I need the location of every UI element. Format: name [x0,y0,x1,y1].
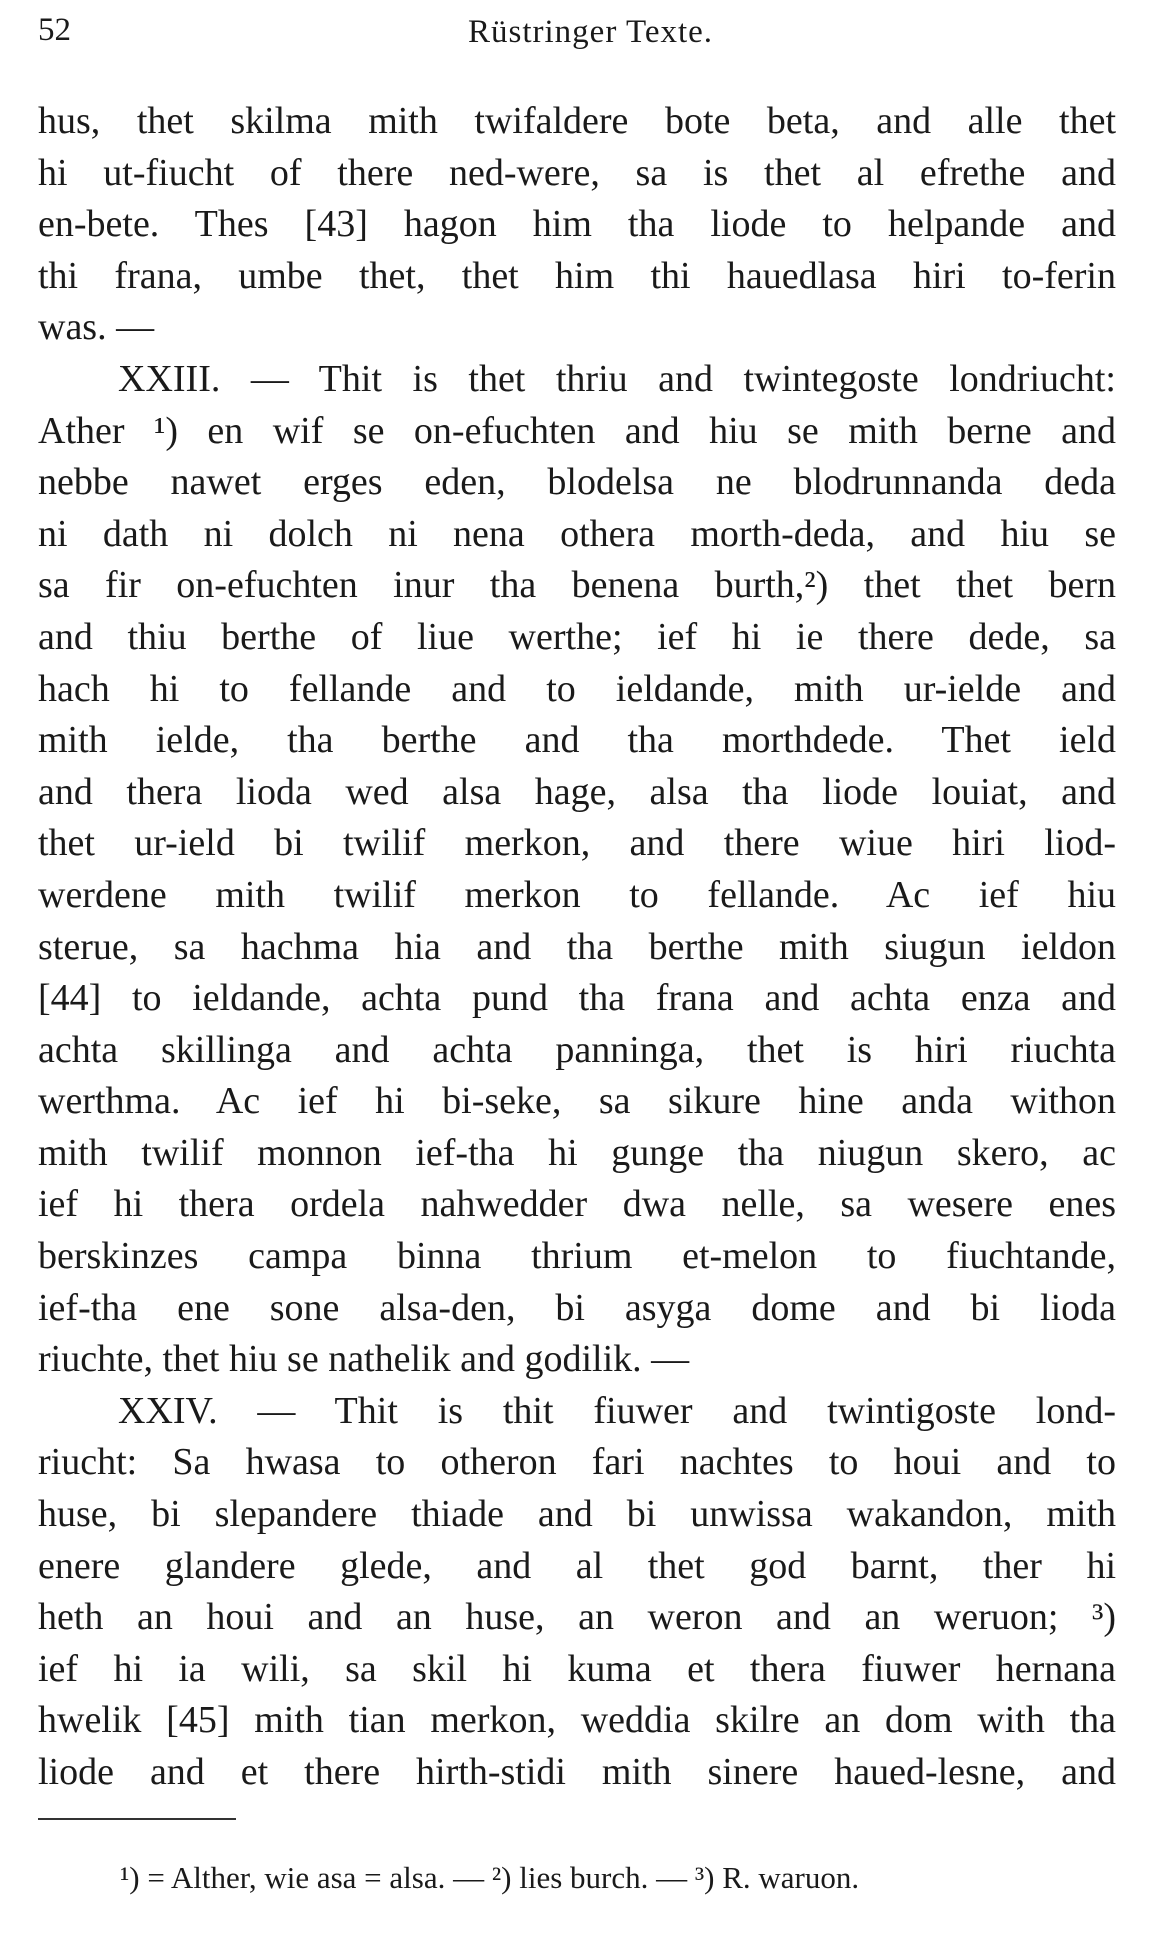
running-title: Rüstringer Texte. [468,14,714,50]
text-line: Ather ¹) en wif se on-efuchten and hiu se mith berne and [38,409,1116,452]
page-number: 52 [38,12,71,48]
text-line: ief hi ia wili, sa skil hi kuma et thera fiuwer hernana [38,1647,1116,1690]
text-line: hus, thet skilma mith twifaldere bote beta, and alle thet [38,100,1116,142]
text-line: mith ielde, tha berthe and tha morthdede. Thet ield [38,719,1116,762]
text-line: XXIII. — Thit is thet thriu and twintegoste londriucht: [118,357,1116,400]
text-line: hach hi to fellande and to ieldande, mith ur-ielde and [38,667,1116,710]
text-line: en-bete. Thes [43] hagon him tha liode to helpande and [38,203,1116,246]
text-line: [44] to ieldande, achta pund tha frana and achta enza and [38,977,1116,1020]
text-line: and thiu berthe of liue werthe; ief hi ie there dede, sa [38,615,1116,658]
text-line: werdene mith twilif merkon to fellande. Ac ief hiu [38,873,1116,916]
text-line: and thera lioda wed alsa hage, alsa tha liode louiat, and [38,770,1116,813]
footnote-rule [38,1818,236,1820]
text-line: mith twilif monnon ief-tha hi gunge tha niugun skero, ac [38,1131,1116,1174]
text-line: riucht: Sa hwasa to otheron fari nachtes to houi and to [38,1441,1116,1484]
text-line: ni dath ni dolch ni nena othera morth-deda, and hiu se [38,512,1116,555]
text-line: huse, bi slepandere thiade and bi unwissa wakandon, mith [38,1493,1116,1536]
text-line: was. — [38,306,155,349]
footnotes: ¹) = Alther, wie asa = alsa. — ²) lies burch. — ³) R. waruon. [120,1860,860,1895]
text-line: thet ur-ield bi twilif merkon, and there wiue hiri liod- [38,822,1116,865]
text-line: heth an houi and an huse, an weron and an weruon; ³) [38,1596,1116,1639]
text-line: nebbe nawet erges eden, blodelsa ne blodrunnanda deda [38,461,1116,504]
text-line: werthma. Ac ief hi bi-seke, sa sikure hine anda withon [38,1080,1116,1123]
text-line: hwelik [45] mith tian merkon, weddia skilre an dom with tha [38,1699,1116,1742]
text-line: ief-tha ene sone alsa-den, bi asyga dome and bi lioda [38,1286,1116,1329]
text-line: sterue, sa hachma hia and tha berthe mith siugun ieldon [38,925,1116,968]
text-line: ief hi thera ordela nahwedder dwa nelle, sa wesere enes [38,1183,1116,1226]
text-line: hi ut-fiucht of there ned-were, sa is thet al efrethe and [38,151,1116,194]
body-text [38,96,1116,1799]
text-line: thi frana, umbe thet, thet him thi hauedlasa hiri to-ferin [38,254,1116,297]
page-header [38,12,1118,62]
text-line: riuchte, thet hiu se nathelik and godilik. — [38,1338,690,1381]
text-line: achta skillinga and achta panninga, thet is hiri riuchta [38,1028,1116,1071]
text-line: XXIV. — Thit is thit fiuwer and twintigoste lond- [118,1389,1116,1432]
text-line: berskinzes campa binna thrium et-melon to fiuchtande, [38,1235,1116,1278]
text-line: enere glandere glede, and al thet god barnt, ther hi [38,1544,1116,1587]
text-line: liode and et there hirth-stidi mith sinere haued-lesne, and [38,1751,1116,1793]
text-line: sa fir on-efuchten inur tha benena burth,²) thet thet bern [38,564,1116,607]
